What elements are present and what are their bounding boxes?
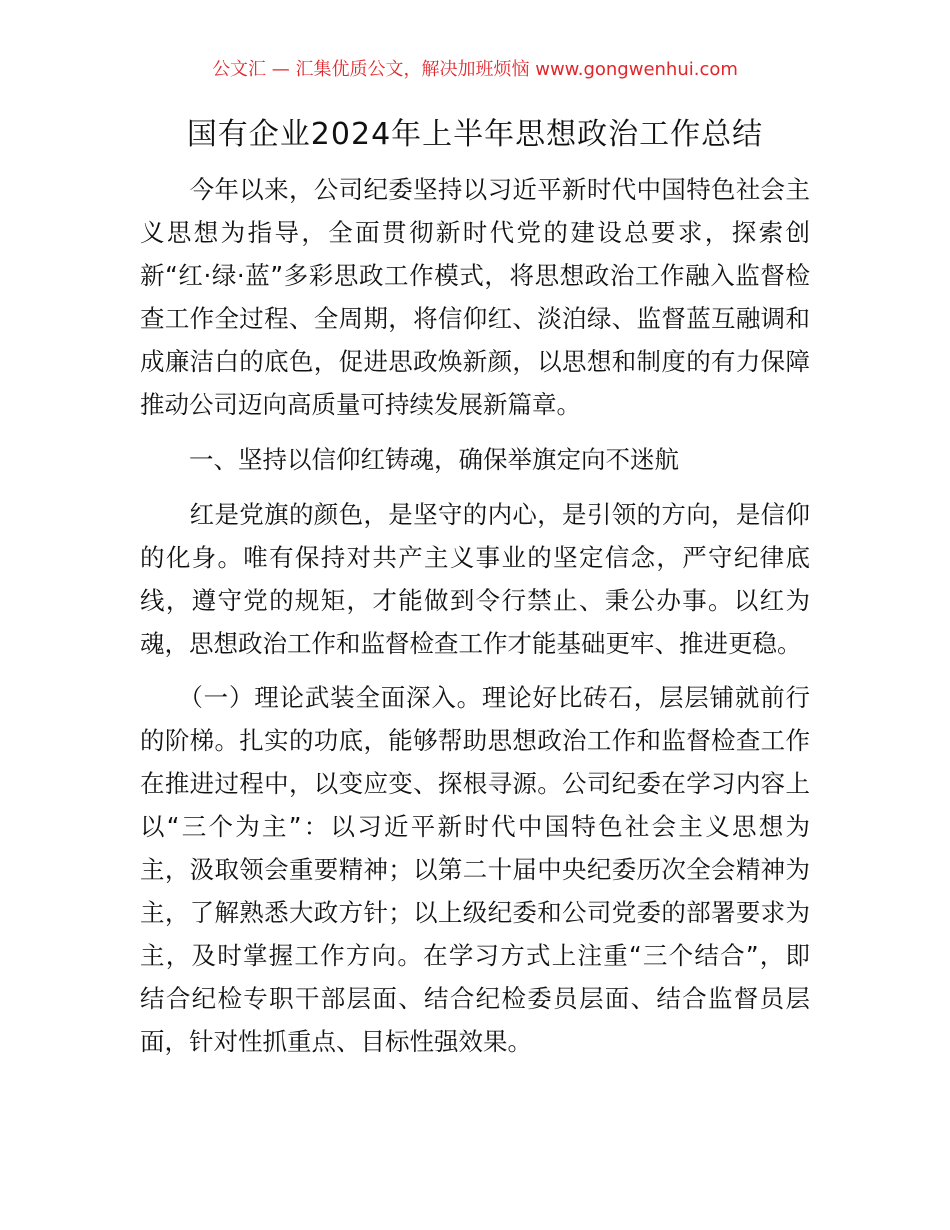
section-heading: 一、坚持以信仰红铸魂，确保举旗定向不迷航	[140, 445, 679, 474]
paragraph-line: 红是党旗的颜色，是坚守的内心，是引领的方向，是信仰	[140, 500, 810, 529]
paragraph-line: 成廉洁白的底色，促进思政焕新颜，以思想和制度的有力保障	[140, 347, 810, 376]
paragraph-line: 主，及时掌握工作方向。在学习方式上注重“三个结合”，即	[140, 941, 810, 970]
paragraph-line: 主，了解熟悉大政方针；以上级纪委和公司党委的部署要求为	[140, 898, 810, 927]
paragraph-line: 面，针对性抓重点、目标性强效果。	[140, 1027, 532, 1056]
watermark-header: 公文汇 — 汇集优质公文，解决加班烦恼 www.gongwenhui.com	[212, 59, 738, 80]
paragraph-line: 今年以来，公司纪委坚持以习近平新时代中国特色社会主	[140, 175, 810, 204]
paragraph-line: 线，遵守党的规矩，才能做到令行禁止、秉公办事。以红为	[140, 586, 810, 615]
paragraph-line: 查工作全过程、全周期，将信仰红、淡泊绿、监督蓝互融调和	[140, 304, 810, 333]
paragraph-line: 主，汲取领会重要精神；以第二十届中央纪委历次全会精神为	[140, 855, 810, 884]
paragraph-line: 的阶梯。扎实的功底，能够帮助思想政治工作和监督检查工作	[140, 726, 810, 755]
paragraph-line: 义思想为指导，全面贯彻新时代党的建设总要求，探索创	[140, 218, 810, 247]
paragraph-line: （一）理论武装全面深入。理论好比砖石，层层铺就前行	[140, 683, 810, 712]
document-title: 国有企业2024年上半年思想政治工作总结	[186, 117, 764, 152]
paragraph-line: 的化身。唯有保持对共产主义事业的坚定信念，严守纪律底	[140, 543, 810, 572]
paragraph-line: 以“三个为主”：以习近平新时代中国特色社会主义思想为	[140, 812, 810, 841]
paragraph-line: 在推进过程中，以变应变、探根寻源。公司纪委在学习内容上	[140, 769, 810, 798]
paragraph-line: 魂，思想政治工作和监督检查工作才能基础更牢、推进更稳。	[140, 629, 802, 658]
paragraph-line: 新“红·绿·蓝”多彩思政工作模式，将思想政治工作融入监督检	[140, 261, 810, 290]
paragraph-line: 结合纪检专职干部层面、结合纪检委员层面、结合监督员层	[140, 984, 810, 1013]
paragraph-line: 推动公司迈向高质量可持续发展新篇章。	[140, 390, 581, 419]
